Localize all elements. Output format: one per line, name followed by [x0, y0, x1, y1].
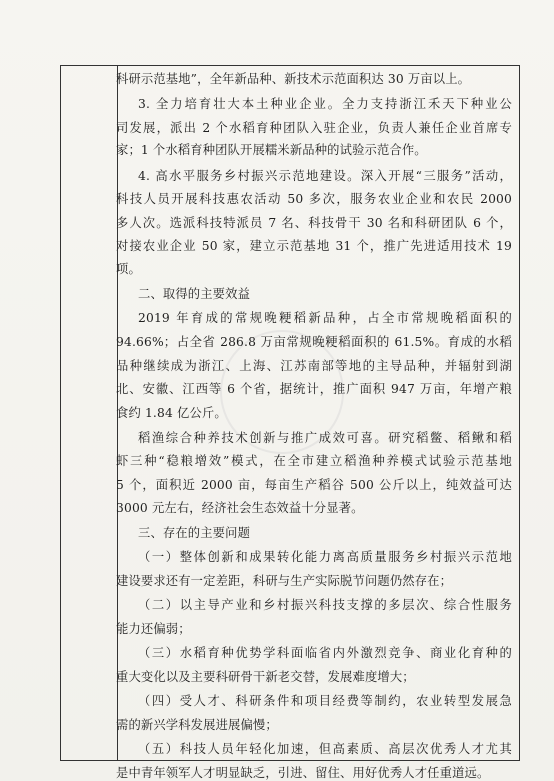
text-line: （二）以主导产业和乡村振兴科技支撑的多层次、综合性服务 — [138, 598, 512, 612]
text-line: 食约 1.84 亿公斤。 — [116, 406, 227, 420]
section-heading: 二、取得的主要效益 — [138, 287, 251, 301]
text-line: 多人次。选派科技特派员 7 名、科技骨干 30 名和科研团队 6 个， — [116, 216, 512, 230]
text-line: 建设要求还有一定差距，科研与生产实际脱节问题仍然存在； — [116, 574, 453, 588]
text-line: 2019 年育成的常规晚粳稻新品种，占全市常规晚稻面积的 — [138, 311, 512, 325]
text-line: 需的新兴学科发展进展偏慢； — [116, 718, 278, 732]
text-line: 品种继续成为浙江、上海、江苏南部等地的主导品种，并辐射到湖 — [116, 359, 512, 373]
text-line: 司发展，派出 2 个水稻育种团队入驻企业，负责人兼任企业首席专 — [116, 121, 512, 135]
text-line: （一）整体创新和成果转化能力离高质量服务乡村振兴示范地 — [138, 550, 512, 564]
table-left-column — [61, 66, 118, 760]
text-line: 对接农业企业 50 家，建立示范基地 31 个，推广先进适用技术 19 — [116, 239, 512, 253]
text-line: 是中青年领军人才明显缺乏，引进、留住、用好优秀人才任重道远。 — [116, 766, 490, 780]
text-line: （四）受人才、科研条件和项目经费等制约，农业转型发展急 — [138, 694, 512, 708]
text-line: 94.66%；占全省 286.8 万亩常规晚粳稻面积的 61.5%。育成的水稻 — [116, 335, 512, 349]
text-line: 5 个，面积近 2000 亩，每亩生产稻谷 500 公斤以上，纯效益可达 — [116, 478, 512, 492]
text-line: 4. 高水平服务乡村振兴示范地建设。深入开展“三服务”活动， — [138, 169, 512, 183]
text-line: 能力还偏弱； — [116, 622, 191, 636]
text-line: 稻渔综合种养技术创新与推广成效可喜。研究稻鳖、稻鳅和稻 — [138, 431, 512, 445]
text-line: 科研示范基地”，全年新品种、新技术示范面积达 30 万亩以上。 — [116, 72, 471, 86]
text-line: 3000 元左右，经济社会生态效益十分显著。 — [116, 501, 364, 515]
text-line: 重大变化以及主要科研骨干新老交替，发展难度增大； — [116, 670, 415, 684]
text-line: 虾三种“稳粮增效”模式，在全市建立稻渔种养模式试验示范基地 — [116, 454, 512, 468]
text-line: （三）水稻育种优势学科面临省内外激烈竞争、商业化育种的 — [138, 646, 512, 660]
text-line: 项。 — [116, 262, 141, 276]
text-line: 科技人员开展科技惠农活动 50 多次，服务农业企业和农民 2000 — [116, 192, 512, 206]
section-heading: 三、存在的主要问题 — [138, 526, 251, 540]
text-line: 3. 全力培育壮大本土种业企业。全力支持浙江禾天下种业公 — [138, 97, 512, 111]
text-line: （五）科技人员年轻化加速，但高素质、高层次优秀人才尤其 — [138, 742, 512, 756]
text-line: 北、安徽、江西等 6 个省，据统计，推广面积 947 万亩，年增产粮 — [116, 382, 512, 396]
text-line: 家；1 个水稻育种团队开展糯米新品种的试验示范合作。 — [116, 143, 427, 157]
